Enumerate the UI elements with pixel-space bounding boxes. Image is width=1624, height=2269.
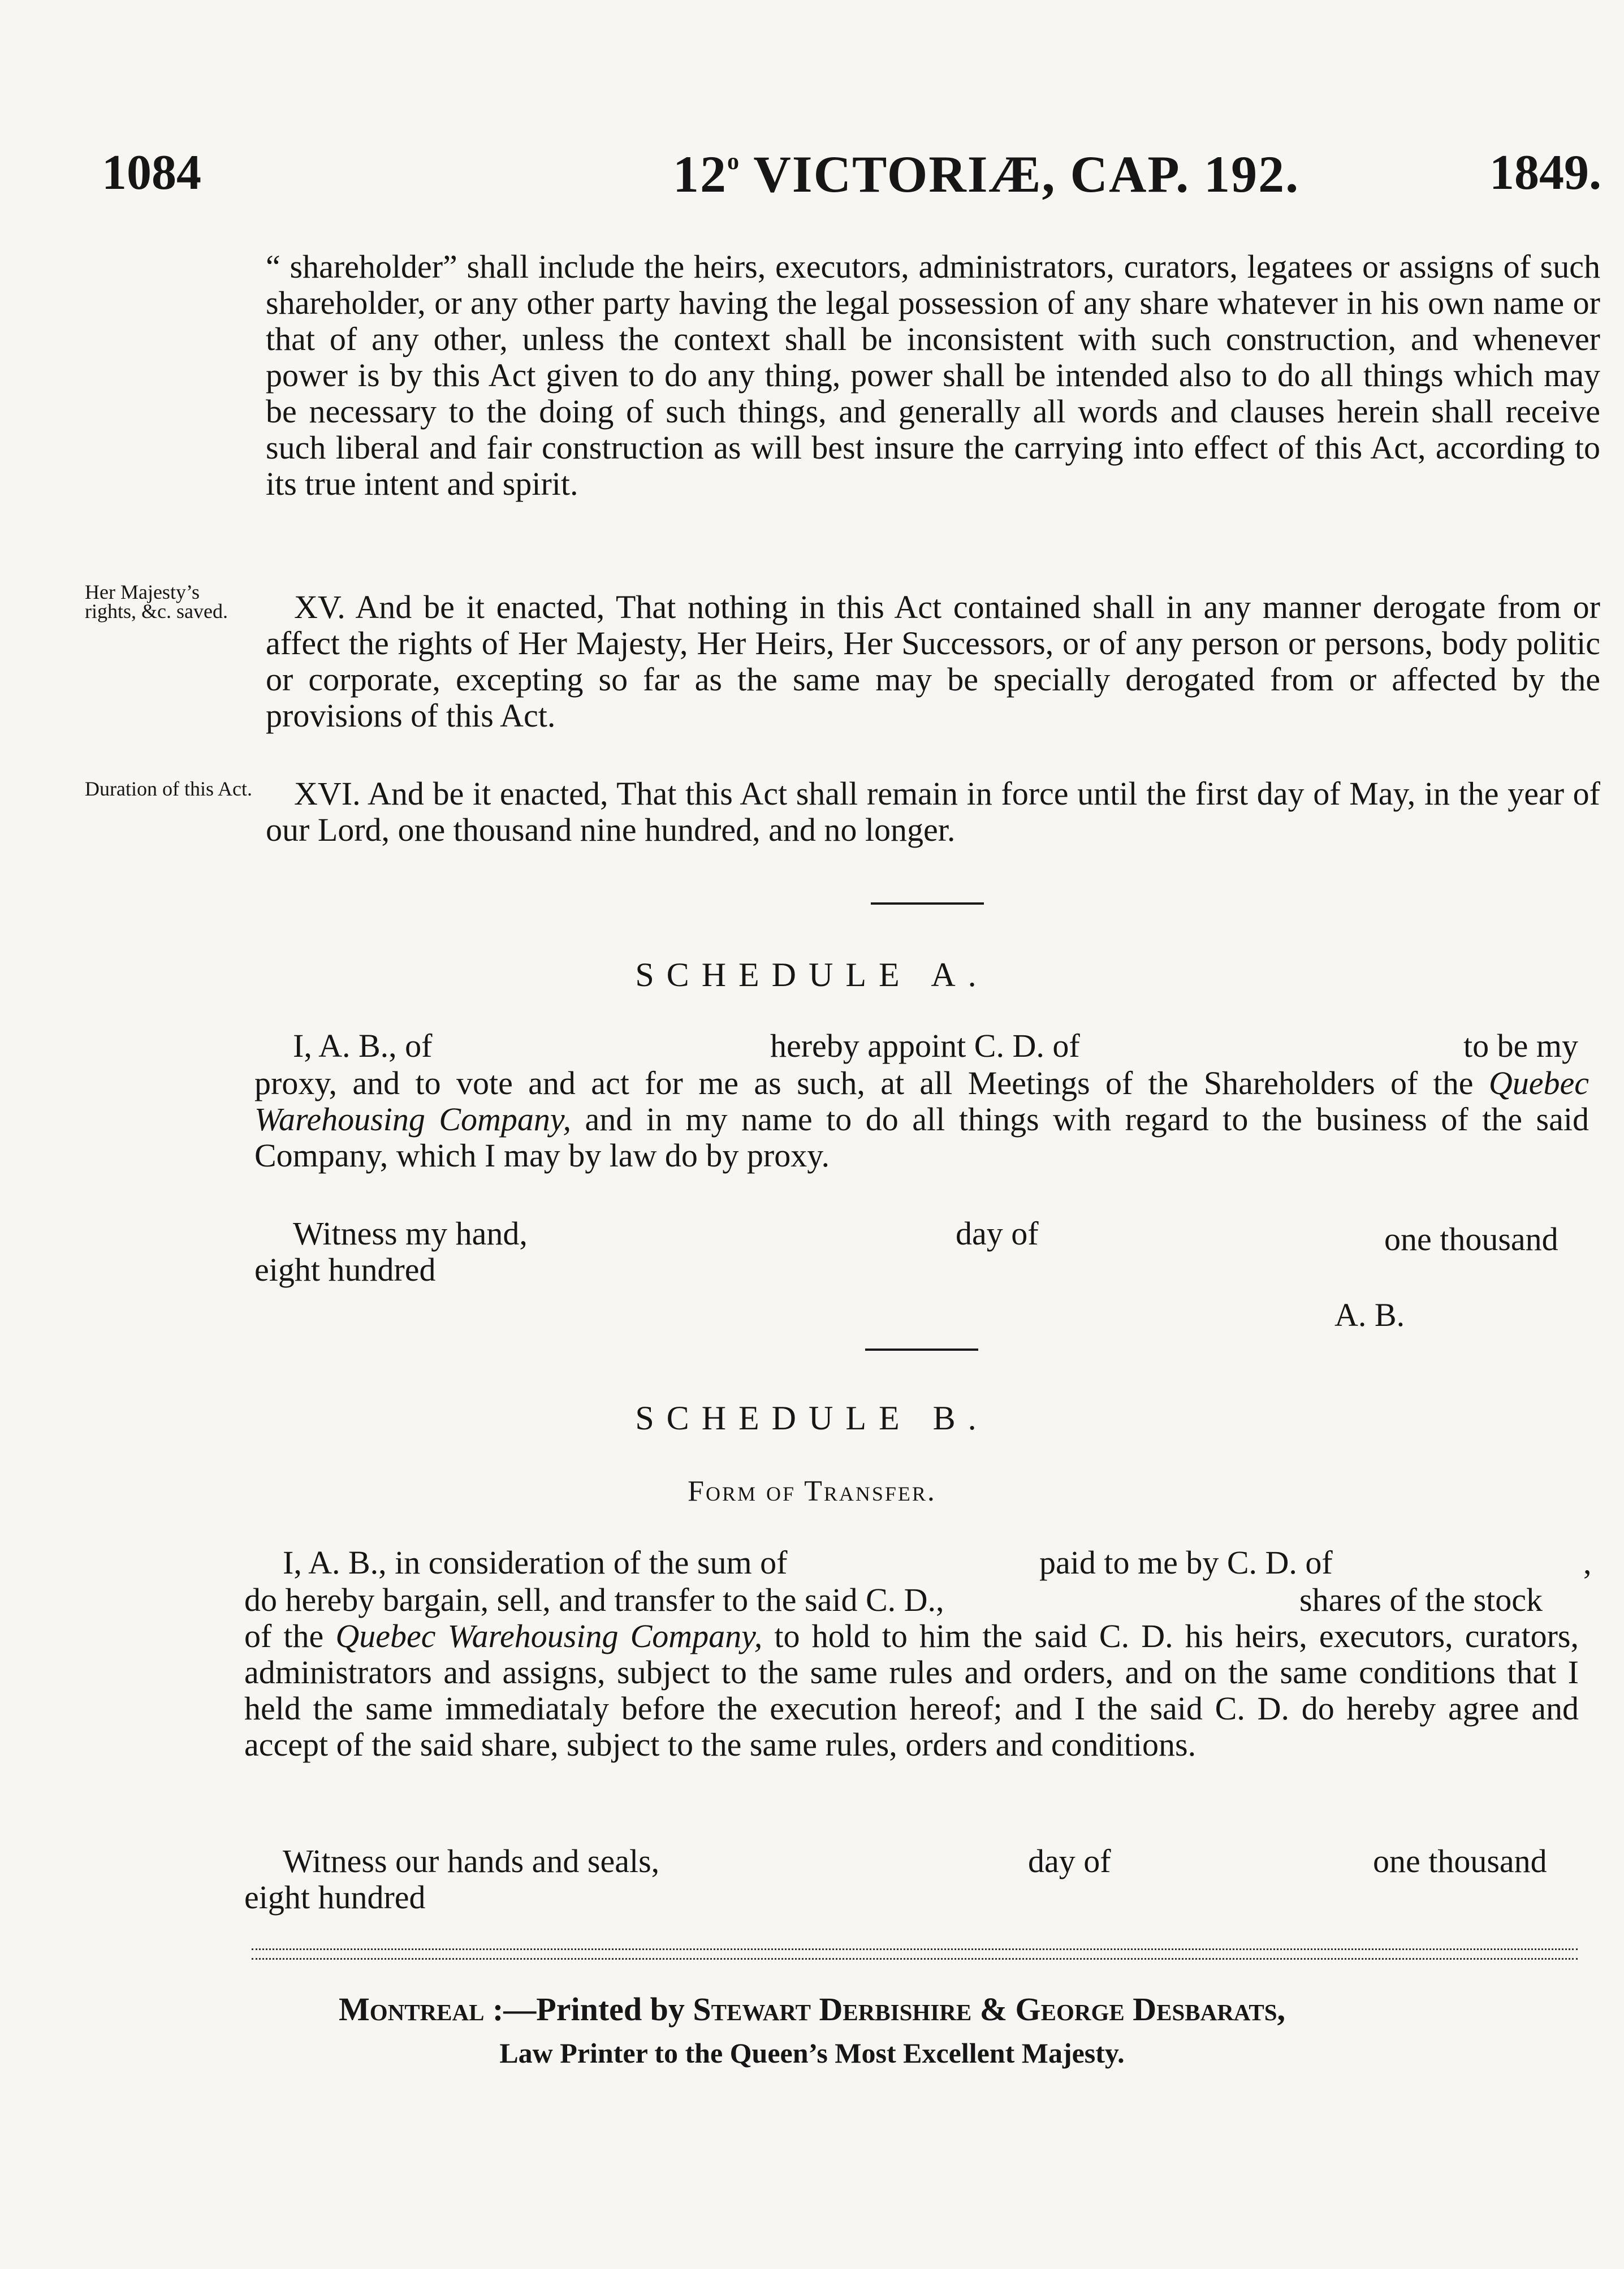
schedule-a-day-of: day of <box>956 1215 1039 1252</box>
section-divider-rule <box>871 902 984 905</box>
schedule-b-day-of: day of <box>1028 1843 1111 1879</box>
schedule-b-one-thousand: one thousand <box>1373 1843 1547 1879</box>
schedule-b-witness: Witness our hands and seals, <box>283 1843 660 1879</box>
schedule-b-text-2: to hold to him the said C. D. his heirs, executors, curators, administrators and assigns, subject to the same rules and orders, and on the same conditions that I held the same immediataly before the execution hereof; and I the said C. D. do hereby agree and accept of the said share, subject to the same rules, orders and conditions. <box>244 1618 1579 1763</box>
margin-note-xvi: Duration of this Act. <box>85 777 252 800</box>
regnal-year: 12 <box>673 145 727 203</box>
margin-note-xv: Her Majesty’s rights, &c. saved. <box>85 581 228 623</box>
intro-paragraph: “ shareholder” shall include the heirs, executors, administrators, curators, legatees or assigns of such shareholder, or any other party having the legal possession of any share whatever in his own name or that of any other, unless the context shall be inconsistent with such construction, and whenever power is by this Act given to do any thing, power shall be intended also to do all things which may be necessary to the doing of such things, and generally all words and clauses herein shall receive such liberal and fair construction as will best insure the carrying into effect of this Act, according to its true intent and spirit. <box>266 248 1600 502</box>
act-title-text: VICTORIÆ, CAP. 192. <box>740 145 1300 203</box>
header-year: 1849. <box>1489 145 1601 200</box>
schedule-b-text <box>244 1618 1579 1763</box>
schedule-a-line1-part1: I, A. B., of <box>293 1027 433 1064</box>
schedule-a-line1-part2: hereby appoint C. D. of <box>770 1027 1080 1064</box>
schedule-a-eight-hundred: eight hundred <box>254 1251 436 1288</box>
printer-names: Stewart Derbishire & George Desbarats, <box>693 1991 1286 2028</box>
schedule-a-line1-part3: to be my <box>1463 1027 1578 1064</box>
schedule-b-line2-part1: do hereby bargain, sell, and transfer to the said C. D., <box>244 1581 944 1618</box>
schedule-b-company: Quebec Warehousing Company, <box>335 1618 763 1654</box>
section-xvi: XVI. And be it enacted, That this Act shall remain in force until the first day of May, in the year of our Lord, one thousand nine hundred, and no longer. <box>266 775 1600 848</box>
printer-printed-by: :—Printed by <box>484 1991 693 2028</box>
schedule-b-line1-part3: , <box>1583 1544 1592 1581</box>
schedule-a-witness: Witness my hand, <box>293 1215 528 1252</box>
schedule-a-text <box>254 1065 1589 1174</box>
schedule-a-text-1: proxy, and to vote and act for me as such, at all Meetings of the Shareholders of the <box>254 1065 1489 1101</box>
printer-place: Montreal <box>338 1991 485 2028</box>
schedule-divider-rule <box>865 1349 978 1351</box>
schedule-a-text-2: and in my name to do all things with regard to the business of the said Company, which I may by law do by proxy. <box>254 1101 1589 1174</box>
schedule-b-line1-part1: I, A. B., in consideration of the sum of <box>283 1544 788 1581</box>
schedule-b-line1-part2: paid to me by C. D. of <box>1039 1544 1333 1581</box>
schedule-b-heading: SCHEDULE B. <box>635 1399 989 1437</box>
schedule-a-signature: A. B. <box>1334 1296 1405 1333</box>
printer-line <box>0 1990 1624 2028</box>
section-xv: XV. And be it enacted, That nothing in this Act contained shall in any manner derogate from or affect the rights of Her Majesty, Her Heirs, Her Successors, or of any person or persons, body politic or corporate, excepting so far as the same may be specially derogated from or affected by the provisions of this Act. <box>266 589 1600 734</box>
schedule-a-one-thousand: one thousand <box>1384 1221 1558 1257</box>
schedule-a-company: Quebec Warehousing Company, <box>254 1065 1589 1138</box>
schedule-b-line2-part2: shares of the stock <box>1299 1581 1543 1618</box>
footer-double-rule <box>252 1948 1578 1960</box>
schedule-b-text-1: of the <box>244 1618 336 1654</box>
schedule-b-eight-hundred: eight hundred <box>244 1879 426 1916</box>
schedule-b-subheading: Form of Transfer. <box>688 1475 936 1507</box>
regnal-superscript: o <box>727 149 740 175</box>
printer-title: Law Printer to the Queen’s Most Excellent Majesty. <box>499 2037 1125 2069</box>
schedule-a-heading: SCHEDULE A. <box>635 956 989 993</box>
page-number: 1084 <box>102 145 201 200</box>
